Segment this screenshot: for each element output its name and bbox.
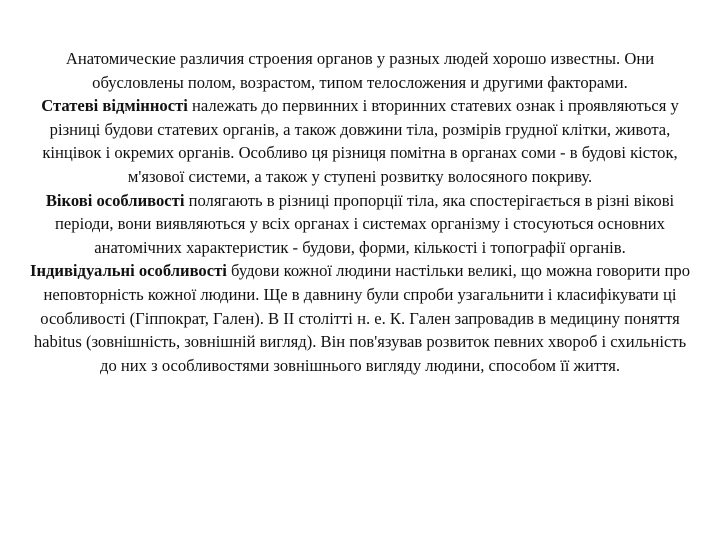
individual-features-paragraph [24, 259, 696, 377]
intro-paragraph [24, 47, 696, 94]
individual-features-text: будови кожної людини настільки великі, що можна говорити про неповторність кожної людини. Ще в давнину були спроби узагальнити і класифікувати ці особливості (Гіппократ, Гален). В II столітті н. е. К. Гален запровадив в медицину поняття habitus (зовнішність, зовнішній вигляд). Він пов'язував розвиток певних хвороб і схильність до них з особливостями зовнішнього вигляду людини, способом її життя. [33, 261, 690, 375]
text-body [24, 47, 696, 377]
sex-differences-paragraph [24, 94, 696, 188]
intro-text: Анатомические различия строения органов у разных людей хорошо известны. Они обусловлены полом, возрастом, типом телосложения и другими факторами. [65, 49, 655, 92]
sex-differences-text: належать до первинних і вторинних статевих ознак і проявляються у різниці будови статевих органів, а також довжини тіла, розмірів грудної клітки, живота, кінцівок і окремих органів. Особливо ця різниця помітна в органах соми - в будові кісток, м'язової системи, а також у ступені розвитку волосяного покриву. [42, 96, 679, 186]
age-features-paragraph [24, 189, 696, 260]
age-features-term: Вікові особливості [45, 190, 185, 210]
age-features-text: полягають в різниці пропорції тіла, яка спостерігається в різні вікові періоди, вони виявляються у всіх органах і системах організму і стосуються основних анатомічних характеристик - будови, форми, кількості і топографії органів. [55, 190, 675, 257]
individual-features-term: Індивідуальні особливості [30, 261, 227, 281]
sex-differences-term: Статеві відмінності [41, 96, 188, 116]
